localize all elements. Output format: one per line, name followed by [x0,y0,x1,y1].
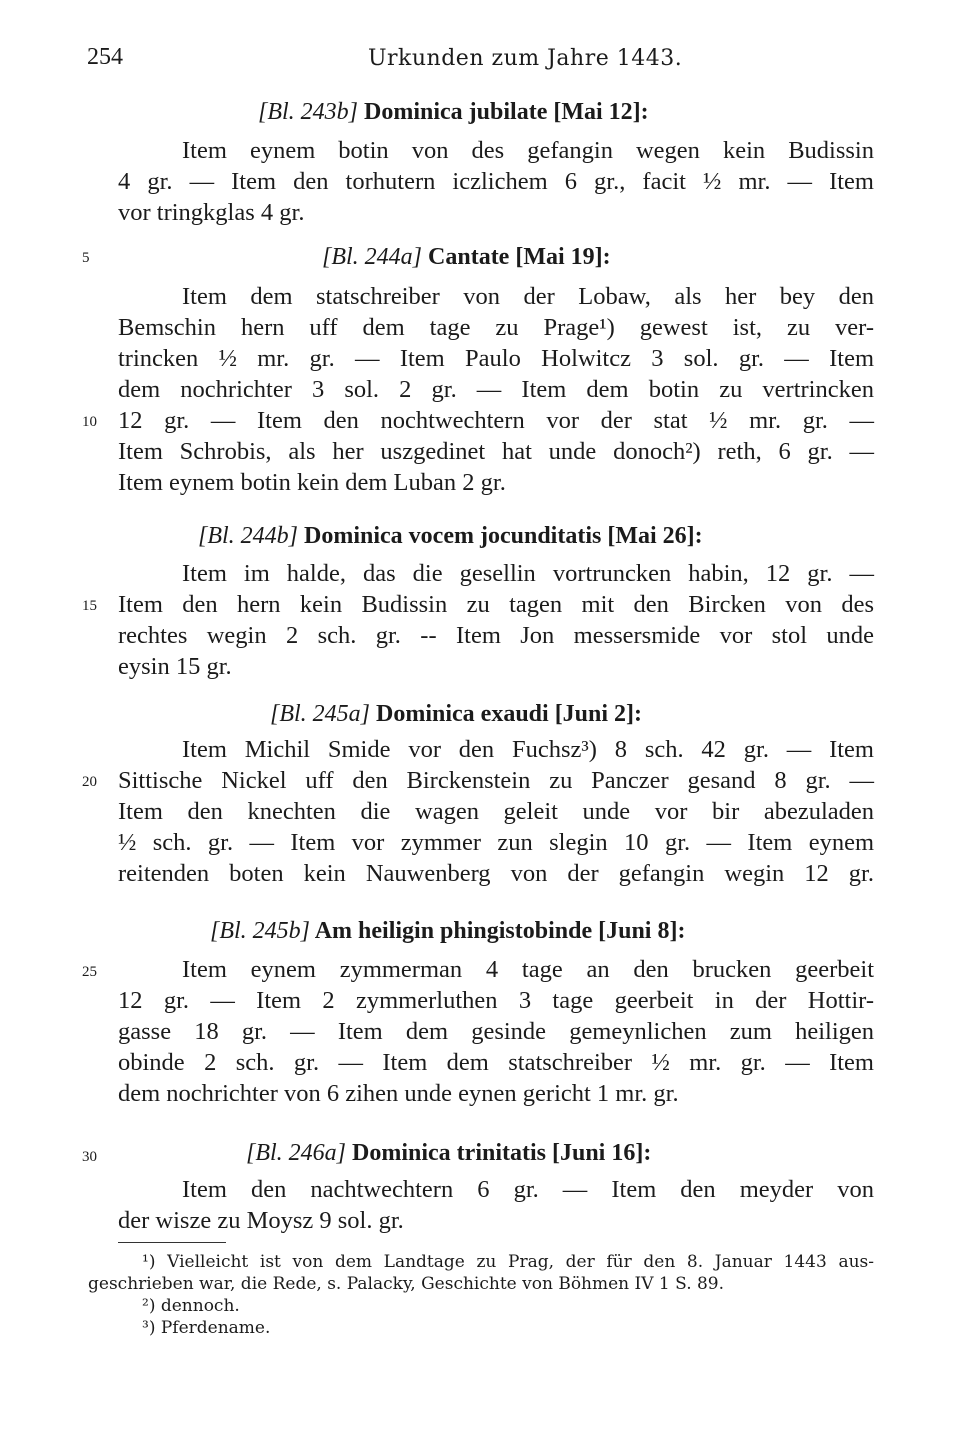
text-line: Item den hern kein Budissin zu tagen mit den Bircken von des [118,591,874,618]
line-number: 5 [82,250,90,266]
text-line: Item im halde, das die gesellin vortruncken habin, 12 gr. — [182,560,874,587]
text-line: Sittische Nickel uff den Birckenstein zu Panczer gesand 8 gr. — [118,767,874,794]
folio-reference: [Bl. 244b] [198,523,299,549]
text-line: gasse 18 gr. — Item dem gesinde gemeynlichen zum heiligen [118,1018,874,1045]
footnote: ¹) Vielleicht ist von dem Landtage zu Prag, der für den 8. Januar 1443 aus- [142,1252,874,1272]
line-number: 20 [82,774,97,790]
section-title: Dominica trinitatis [Juni 16]: [352,1140,652,1166]
text-line: Item dem statschreiber von der Lobaw, als her bey den [182,283,874,310]
text-line: Item Michil Smide vor den Fuchsz³) 8 sch. 42 gr. — Item [182,736,874,763]
section-title: Dominica exaudi [Juni 2]: [376,701,643,727]
text-line: Bemschin hern uff dem tage zu Prage¹) gewest ist, zu ver- [118,314,874,341]
section-heading [322,242,611,272]
section-heading [210,916,685,946]
text-line: ½ sch. gr. — Item vor zymmer zun slegin 10 gr. — Item eynem [118,829,874,856]
line-number: 10 [82,414,97,430]
text-line: Item den knechten die wagen geleit unde vor bir abezuladen [118,798,874,825]
text-line: Item eynem botin kein dem Luban 2 gr. [118,469,506,496]
footnote: ³) Pferdename. [142,1318,271,1338]
folio-reference: [Bl. 244a] [322,244,423,270]
text-line: dem nochrichter von 6 zihen unde eynen gericht 1 mr. gr. [118,1080,679,1107]
text-line: 4 gr. — Item den torhutern iczlichem 6 gr., facit ½ mr. — Item [118,168,874,195]
text-line: obinde 2 sch. gr. — Item dem statschreiber ½ mr. gr. — Item [118,1049,874,1076]
line-number: 30 [82,1149,97,1165]
text-line: Item Schrobis, als her uszgedinet hat unde donoch²) reth, 6 gr. — [118,438,874,465]
section-heading [258,97,649,127]
text-line: Item den nachtwechtern 6 gr. — Item den meyder von [182,1176,874,1203]
folio-reference: [Bl. 246a] [246,1140,347,1166]
folio-reference: [Bl. 245a] [270,701,371,727]
text-line: der wisze zu Moysz 9 sol. gr. [118,1207,404,1234]
folio-reference: [Bl. 243b] [258,99,359,125]
section-heading [270,699,642,729]
footnote-continuation: geschrieben war, die Rede, s. Palacky, Geschichte von Böhmen IV 1 S. 89. [88,1274,725,1294]
running-title: Urkunden zum Jahre 1443. [368,46,683,71]
text-line: trincken ½ mr. gr. — Item Paulo Holwitcz 3 sol. gr. — Item [118,345,874,372]
folio-reference: [Bl. 245b] [210,918,311,944]
text-line: 12 gr. — Item 2 zymmerluthen 3 tage geerbeit in der Hottir- [118,987,874,1014]
text-line: 12 gr. — Item den nochtwechtern vor der stat ½ mr. gr. — [118,407,874,434]
line-number: 25 [82,964,97,980]
text-line: dem nochrichter 3 sol. 2 gr. — Item dem botin zu vertrincken [118,376,874,403]
text-line: reitenden boten kein Nauwenberg von der gefangin wegin 12 gr. [118,860,874,887]
section-title: Cantate [Mai 19]: [428,244,611,270]
line-number: 15 [82,598,97,614]
section-title: Dominica vocem jocunditatis [Mai 26]: [304,523,703,549]
text-line: rechtes wegin 2 sch. gr. -- Item Jon messersmide vor stol unde [118,622,874,649]
text-line: Item eynem botin von des gefangin wegen kein Budissin [182,137,874,164]
section-heading [246,1138,651,1168]
section-title: Dominica jubilate [Mai 12]: [364,99,649,125]
text-line: vor tringkglas 4 gr. [118,199,305,226]
footnote: ²) dennoch. [142,1296,240,1316]
text-line: eysin 15 gr. [118,653,232,680]
page-number: 254 [87,44,123,70]
section-title: Am heiligin phingistobinde [Juni 8]: [314,918,686,944]
text-line: Item eynem zymmerman 4 tage an den brucken geerbeit [182,956,874,983]
footnote-rule [118,1242,226,1243]
section-heading [198,521,703,551]
